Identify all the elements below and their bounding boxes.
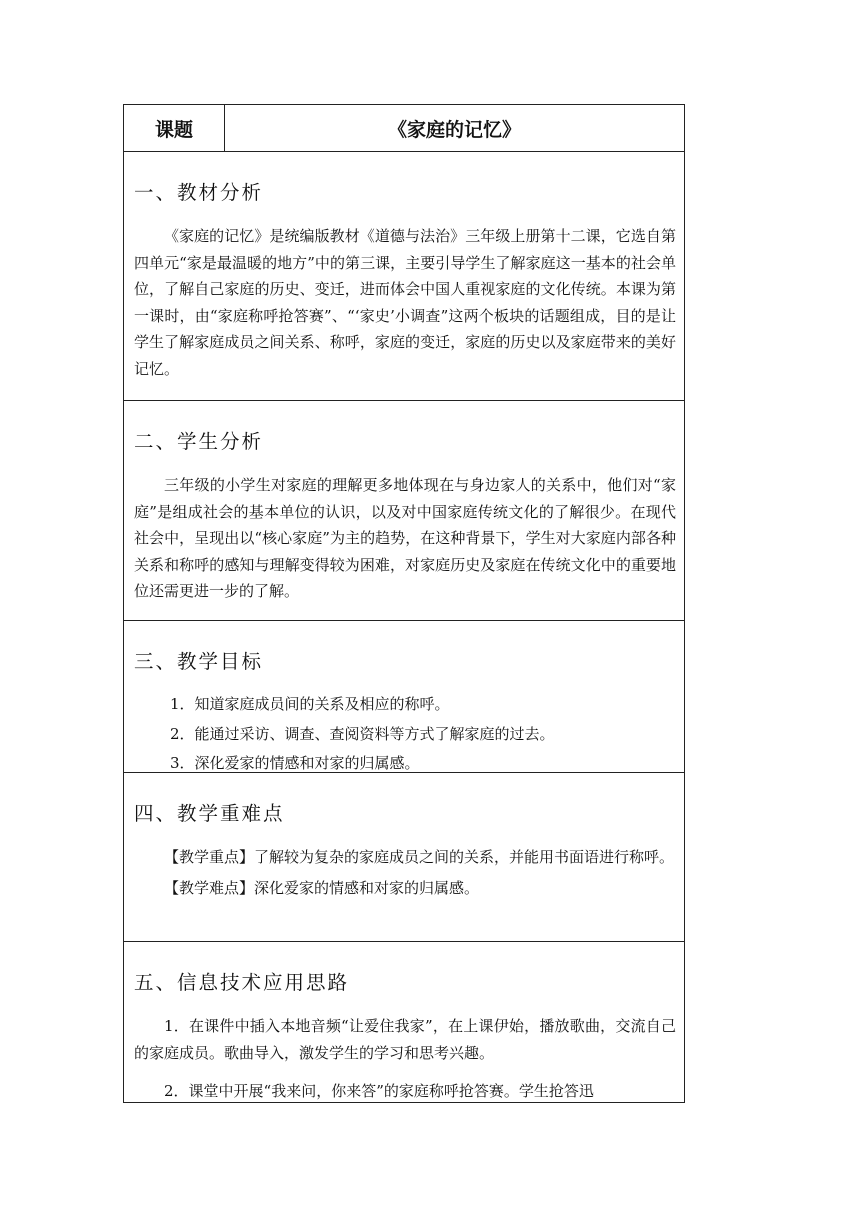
section-student-analysis <box>124 401 684 621</box>
lesson-title: 《家庭的记忆》 <box>387 118 521 141</box>
key-point-paragraph: 【教学重点】了解较为复杂的家庭成员之间的关系，并能用书面语进行称呼。 <box>164 848 675 866</box>
section-paragraph: 《家庭的记忆》是统编版教材《道德与法治》三年级上册第十二课，它选自第四单元“家是最温暖的地方”中的第三课，主要引导学生了解家庭这一基本的社会单位，了解自己家庭的历史、变迁，进而体会中国人重视家庭的文化传统。本课为第一课时，由“家庭称呼抢答赛”、“‘家史’小调查”这两个板块的话题组成，目的是让学生了解家庭成员之间关系、称呼，家庭的变迁，家庭的历史以及家庭带来的美好记忆。 <box>134 227 676 378</box>
section-paragraph: 三年级的小学生对家庭的理解更多地体现在与身边家人的关系中，他们对“家庭”是组成社会的基本单位的认识，以及对中国家庭传统文化的了解很少。在现代社会中，呈现出以“核心家庭”为主的趋势，在这种背景下，学生对大家庭内部各种关系和称呼的感知与理解变得较为困难，对家庭历史及家庭在传统文化中的重要地位还需更进一步的了解。 <box>134 476 676 600</box>
section-it-application <box>124 942 684 1104</box>
section-paragraph: 1．在课件中插入本地音频“让爱住我家”，在上课伊始，播放歌曲，交流自己的家庭成员。歌曲导入，激发学生的学习和思考兴趣。 <box>134 1017 676 1062</box>
section-key-difficult-points <box>124 773 684 942</box>
section-heading: 五、信息技术应用思路 <box>134 971 350 994</box>
title-row <box>124 105 684 152</box>
section-heading: 一、教材分析 <box>134 181 264 204</box>
objective-item: 3．深化爱家的情感和对家的归属感。 <box>170 754 420 772</box>
objective-item: 2．能通过采访、调查、查阅资料等方式了解家庭的过去。 <box>170 724 555 743</box>
title-label: 课题 <box>124 105 225 151</box>
section-heading: 四、教学重难点 <box>134 802 285 825</box>
section-heading: 三、教学目标 <box>134 650 264 673</box>
objective-item: 1．知道家庭成员间的关系及相应的称呼。 <box>170 695 450 713</box>
section-textbook-analysis <box>124 152 684 401</box>
section-heading: 二、学生分析 <box>134 430 264 453</box>
section-teaching-objectives <box>124 621 684 773</box>
lesson-plan-table <box>123 104 685 1103</box>
difficulty-paragraph: 【教学难点】深化爱家的情感和对家的归属感。 <box>164 878 480 897</box>
section-paragraph: 2．课堂中开展“我来问，你来答”的家庭称呼抢答赛。学生抢答迅 <box>164 1082 594 1100</box>
